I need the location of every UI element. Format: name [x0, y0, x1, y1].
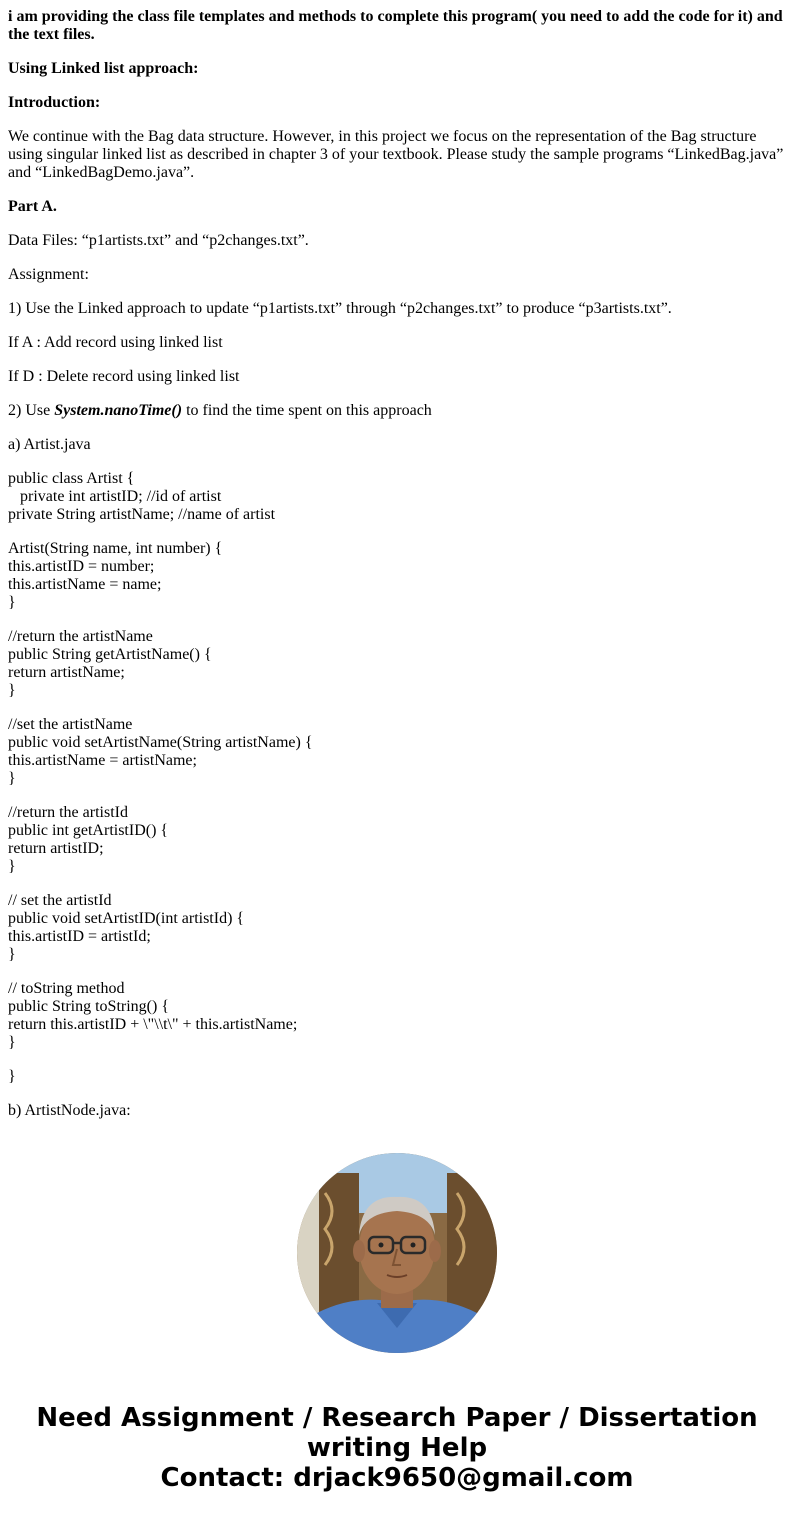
assignment-label: Assignment:: [8, 266, 89, 283]
code-line: this.artistName = artistName;: [8, 752, 197, 769]
if-d-line: If D : Delete record using linked list: [8, 368, 240, 385]
code-line: }: [8, 682, 16, 699]
code-line: this.artistID = number;: [8, 558, 155, 575]
code-line: return artistID;: [8, 840, 104, 857]
artist-java-code: [8, 470, 786, 1086]
code-line: //set the artistName: [8, 716, 133, 733]
part-a-heading: Part A.: [8, 198, 57, 215]
promo-banner: [0, 1403, 794, 1493]
introduction-heading: Introduction:: [8, 94, 101, 111]
promo-line-1: Need Assignment / Research Paper / Dissertation: [36, 1403, 758, 1433]
code-line: public void setArtistName(String artistName) {: [8, 734, 313, 751]
document-body: [8, 8, 786, 1136]
code-line: this.artistID = artistId;: [8, 928, 151, 945]
code-line: public String toString() {: [8, 998, 170, 1015]
artist-java-title: a) Artist.java: [8, 436, 91, 453]
code-block: [8, 540, 786, 612]
nanotime-code: System.nanoTime(): [54, 402, 183, 419]
step-1: 1) Use the Linked approach to update “p1artists.txt” through “p2changes.txt” to produce “p3artists.txt”.: [8, 300, 672, 317]
code-block: [8, 804, 786, 876]
code-line: public class Artist {: [8, 470, 135, 487]
code-block: [8, 980, 786, 1052]
code-line: }: [8, 770, 16, 787]
code-line: }: [8, 594, 16, 611]
approach-heading: Using Linked list approach:: [8, 60, 199, 77]
code-line: return artistName;: [8, 664, 125, 681]
code-line: Artist(String name, int number) {: [8, 540, 223, 557]
code-line: }: [8, 858, 16, 875]
code-line: // set the artistId: [8, 892, 112, 909]
step-2-prefix: 2) Use: [8, 402, 55, 419]
promo-line-2: writing Help: [306, 1433, 488, 1463]
code-line: private int artistID; //id of artist: [8, 488, 222, 505]
code-block: [8, 716, 786, 788]
code-line: private String artistName; //name of artist: [8, 506, 276, 523]
code-line: public void setArtistID(int artistId) {: [8, 910, 245, 927]
artistnode-java-title: b) ArtistNode.java:: [8, 1102, 131, 1119]
intro-request: i am providing the class file templates and methods to complete this program( you need to add the code for it) and the text files.: [8, 8, 783, 43]
code-line: }: [8, 946, 16, 963]
code-line: return this.artistID + \"\\t\" + this.artistName;: [8, 1016, 298, 1033]
code-line: this.artistName = name;: [8, 576, 162, 593]
author-avatar: [297, 1153, 497, 1353]
code-line: }: [8, 1034, 16, 1051]
code-block: [8, 470, 786, 524]
data-files-line: Data Files: “p1artists.txt” and “p2changes.txt”.: [8, 232, 309, 249]
code-line: public int getArtistID() {: [8, 822, 169, 839]
code-block: [8, 1068, 786, 1086]
code-line: // toString method: [8, 980, 125, 997]
code-block: [8, 892, 786, 964]
code-block: [8, 628, 786, 700]
code-line: //return the artistName: [8, 628, 153, 645]
code-line: public String getArtistName() {: [8, 646, 212, 663]
code-line: }: [8, 1068, 16, 1085]
promo-contact: Contact: drjack9650@gmail.com: [160, 1463, 634, 1493]
step-2-suffix: to find the time spent on this approach: [182, 402, 432, 419]
code-line: //return the artistId: [8, 804, 128, 821]
step-2: [8, 402, 786, 420]
introduction-text: We continue with the Bag data structure. However, in this project we focus on the representation of the Bag structure using singular linked list as described in chapter 3 of your textbook. Please study the sample programs “LinkedBag.java” and “LinkedBagDemo.java”.: [8, 128, 784, 181]
if-a-line: If A : Add record using linked list: [8, 334, 223, 351]
